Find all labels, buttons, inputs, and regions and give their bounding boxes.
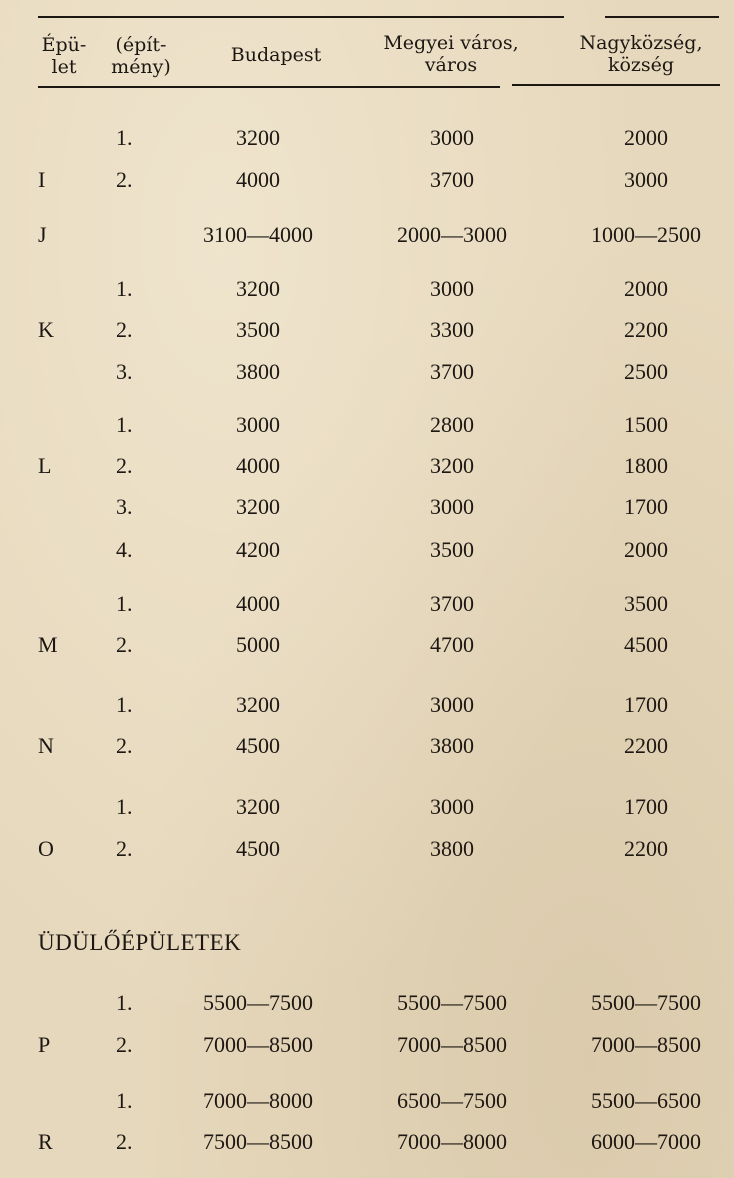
village-value: 5500—7500 bbox=[591, 990, 701, 1015]
row-letter: J bbox=[38, 222, 47, 247]
header-village: Nagyközség, község bbox=[579, 32, 703, 76]
budapest-value: 7500—8500 bbox=[203, 1129, 313, 1154]
row-number: 1. bbox=[116, 412, 133, 437]
village-value: 2000 bbox=[624, 537, 668, 562]
village-value: 3000 bbox=[624, 167, 668, 192]
city-value: 3700 bbox=[430, 591, 474, 616]
budapest-value: 4000 bbox=[236, 453, 280, 478]
row-number: 2. bbox=[116, 733, 133, 758]
village-value: 1700 bbox=[624, 494, 668, 519]
city-value: 3000 bbox=[430, 692, 474, 717]
top-rule-left bbox=[38, 16, 564, 18]
village-value: 7000—8500 bbox=[591, 1032, 701, 1057]
row-number: 2. bbox=[116, 317, 133, 342]
budapest-value: 4200 bbox=[236, 537, 280, 562]
village-value: 4500 bbox=[624, 632, 668, 657]
budapest-value: 4000 bbox=[236, 591, 280, 616]
budapest-value: 5000 bbox=[236, 632, 280, 657]
city-value: 3500 bbox=[430, 537, 474, 562]
village-value: 1500 bbox=[624, 412, 668, 437]
village-value: 2500 bbox=[624, 359, 668, 384]
budapest-value: 4500 bbox=[236, 733, 280, 758]
budapest-value: 3200 bbox=[236, 494, 280, 519]
header-city: Megyei város, város bbox=[383, 32, 519, 76]
header-construction: (épít- mény) bbox=[111, 34, 171, 78]
row-number: 2. bbox=[116, 632, 133, 657]
village-value: 3500 bbox=[624, 591, 668, 616]
city-value: 7000—8500 bbox=[397, 1032, 507, 1057]
city-value: 3800 bbox=[430, 733, 474, 758]
city-value: 3700 bbox=[430, 359, 474, 384]
city-value: 3300 bbox=[430, 317, 474, 342]
budapest-value: 7000—8500 bbox=[203, 1032, 313, 1057]
row-number: 4. bbox=[116, 537, 133, 562]
village-value: 1800 bbox=[624, 453, 668, 478]
row-number: 2. bbox=[116, 1032, 133, 1057]
budapest-value: 3200 bbox=[236, 125, 280, 150]
village-value: 2000 bbox=[624, 125, 668, 150]
row-letter: L bbox=[38, 453, 52, 478]
row-number: 1. bbox=[116, 794, 133, 819]
village-value: 2000 bbox=[624, 276, 668, 301]
budapest-value: 3100—4000 bbox=[203, 222, 313, 247]
header-building: Épü- let bbox=[41, 34, 87, 78]
header-rule-right bbox=[512, 84, 720, 86]
row-number: 1. bbox=[116, 692, 133, 717]
row-number: 1. bbox=[116, 276, 133, 301]
row-number: 2. bbox=[116, 167, 133, 192]
city-value: 3000 bbox=[430, 276, 474, 301]
city-value: 6500—7500 bbox=[397, 1088, 507, 1113]
row-number: 2. bbox=[116, 1129, 133, 1154]
header-budapest: Budapest bbox=[230, 44, 322, 66]
city-value: 2000—3000 bbox=[397, 222, 507, 247]
budapest-value: 3200 bbox=[236, 692, 280, 717]
section-title: ÜDÜLŐÉPÜLETEK bbox=[38, 930, 242, 955]
city-value: 2800 bbox=[430, 412, 474, 437]
budapest-value: 3200 bbox=[236, 276, 280, 301]
village-value: 2200 bbox=[624, 317, 668, 342]
budapest-value: 7000—8000 bbox=[203, 1088, 313, 1113]
header-rule-left bbox=[38, 86, 500, 88]
row-letter: N bbox=[38, 733, 54, 758]
city-value: 3800 bbox=[430, 836, 474, 861]
city-value: 3700 bbox=[430, 167, 474, 192]
village-value: 1000—2500 bbox=[591, 222, 701, 247]
row-number: 3. bbox=[116, 359, 133, 384]
village-value: 5500—6500 bbox=[591, 1088, 701, 1113]
budapest-value: 4000 bbox=[236, 167, 280, 192]
row-letter: P bbox=[38, 1032, 51, 1057]
row-number: 1. bbox=[116, 125, 133, 150]
village-value: 1700 bbox=[624, 794, 668, 819]
row-letter: M bbox=[38, 632, 58, 657]
city-value: 3200 bbox=[430, 453, 474, 478]
row-number: 1. bbox=[116, 591, 133, 616]
row-number: 1. bbox=[116, 1088, 133, 1113]
row-letter: O bbox=[38, 836, 54, 861]
city-value: 7000—8000 bbox=[397, 1129, 507, 1154]
city-value: 4700 bbox=[430, 632, 474, 657]
city-value: 3000 bbox=[430, 494, 474, 519]
city-value: 3000 bbox=[430, 794, 474, 819]
row-letter: I bbox=[38, 167, 46, 192]
row-letter: K bbox=[38, 317, 54, 342]
row-number: 2. bbox=[116, 836, 133, 861]
city-value: 5500—7500 bbox=[397, 990, 507, 1015]
village-value: 6000—7000 bbox=[591, 1129, 701, 1154]
row-letter: R bbox=[38, 1129, 53, 1154]
budapest-value: 3200 bbox=[236, 794, 280, 819]
row-number: 3. bbox=[116, 494, 133, 519]
row-number: 1. bbox=[116, 990, 133, 1015]
row-number: 2. bbox=[116, 453, 133, 478]
village-value: 1700 bbox=[624, 692, 668, 717]
village-value: 2200 bbox=[624, 733, 668, 758]
budapest-value: 3000 bbox=[236, 412, 280, 437]
village-value: 2200 bbox=[624, 836, 668, 861]
budapest-value: 3800 bbox=[236, 359, 280, 384]
budapest-value: 5500—7500 bbox=[203, 990, 313, 1015]
budapest-value: 4500 bbox=[236, 836, 280, 861]
top-rule-right bbox=[605, 16, 719, 18]
city-value: 3000 bbox=[430, 125, 474, 150]
budapest-value: 3500 bbox=[236, 317, 280, 342]
